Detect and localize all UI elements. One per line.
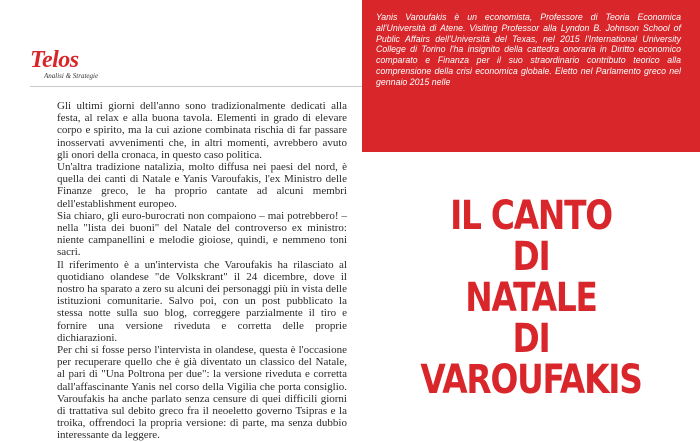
- headline-line: DI: [512, 234, 550, 280]
- right-page: [362, 0, 700, 403]
- article-paragraph: Sia chiaro, gli euro-burocrati non compaiono – mai potrebbero! – nella "lista dei buoni" del Natale del controverso ex ministro: niente campanellini e melodie gioiose, quindi, e nemmeno toni sacri.: [57, 209, 347, 259]
- headline-line: IL CANTO: [450, 193, 612, 239]
- article-headline: [392, 193, 669, 403]
- header-divider: [30, 86, 362, 87]
- logo-tagline: Analisi & Strategie: [44, 72, 99, 80]
- article-paragraph: Il riferimento è a un'intervista che Varoufakis ha rilasciato al quotidiano olandese "de Volkskrant" il 24 dicembre, dove il nostro ha sparato a zero su alcuni dei personaggi più in vista delle istituzioni comunitarie. Salvo poi, con un post pubblicato la stessa notte sulla suo blog, correggere parzialmente il tiro e fornire una versione riveduta e corretta delle proprie dichiarazioni.: [57, 258, 347, 344]
- author-bio-box: [362, 0, 700, 152]
- article-paragraph: Per chi si fosse perso l'intervista in olandese, questa è l'occasione per recuperare quello che è già diventato un classico del Natale, al pari di "Una Poltrona per due": la versione riveduta e corretta dall'affascinante Yanis nel corso della Vigilia che porta consiglio. Varoufakis ha anche parlato senza censure di quei difficili giorni di trattativa sul debito greco fra il neoeletto governo Tsipras e la troika, offrendoci la propria versione: di parte, ma senza dubbio interessante da leggere.: [57, 344, 347, 442]
- article-body: [57, 100, 347, 442]
- article-paragraph: Gli ultimi giorni dell'anno sono tradizionalmente dedicati alla festa, al relax e alla buona tavola. Elementi in grado di elevare corpo e spirito, ma la cui azione combinata rischia di far passare inosservati avvenimenti che, in altri momenti, avrebbero avuto gli onori della cronaca, in questo caso politica.: [57, 100, 347, 161]
- headline-line: NATALE: [465, 275, 597, 321]
- author-bio: Yanis Varoufakis è un economista, Professore di Teoria Economica all'Università di Atene. Visiting Professor alla Lyndon B. Johnson School of Public Affairs dell'Università del Texas, nel 2015 l'International University College di Torino l'ha insignito della cattedra onoraria in Diritto economico comparato e Finanza per il suo straordinario contributo teorico alla comprensione della crisi economica globale. Eletto nel Parlamento greco nel gennaio 2015 nelle: [376, 12, 681, 87]
- headline-line: DI: [512, 316, 550, 362]
- telos-logo: [30, 48, 98, 80]
- logo-wordmark: Telos: [30, 47, 79, 73]
- article-paragraph: Un'altra tradizione natalizia, molto diffusa nei paesi del nord, è quella dei canti di Natale e Yanis Varoufakis, l'ex Ministro delle Finanze greco, le ha proprio cantate ad alcuni membri dell'establishment europeo.: [57, 161, 347, 210]
- headline-line: VAROUFAKIS: [420, 357, 642, 403]
